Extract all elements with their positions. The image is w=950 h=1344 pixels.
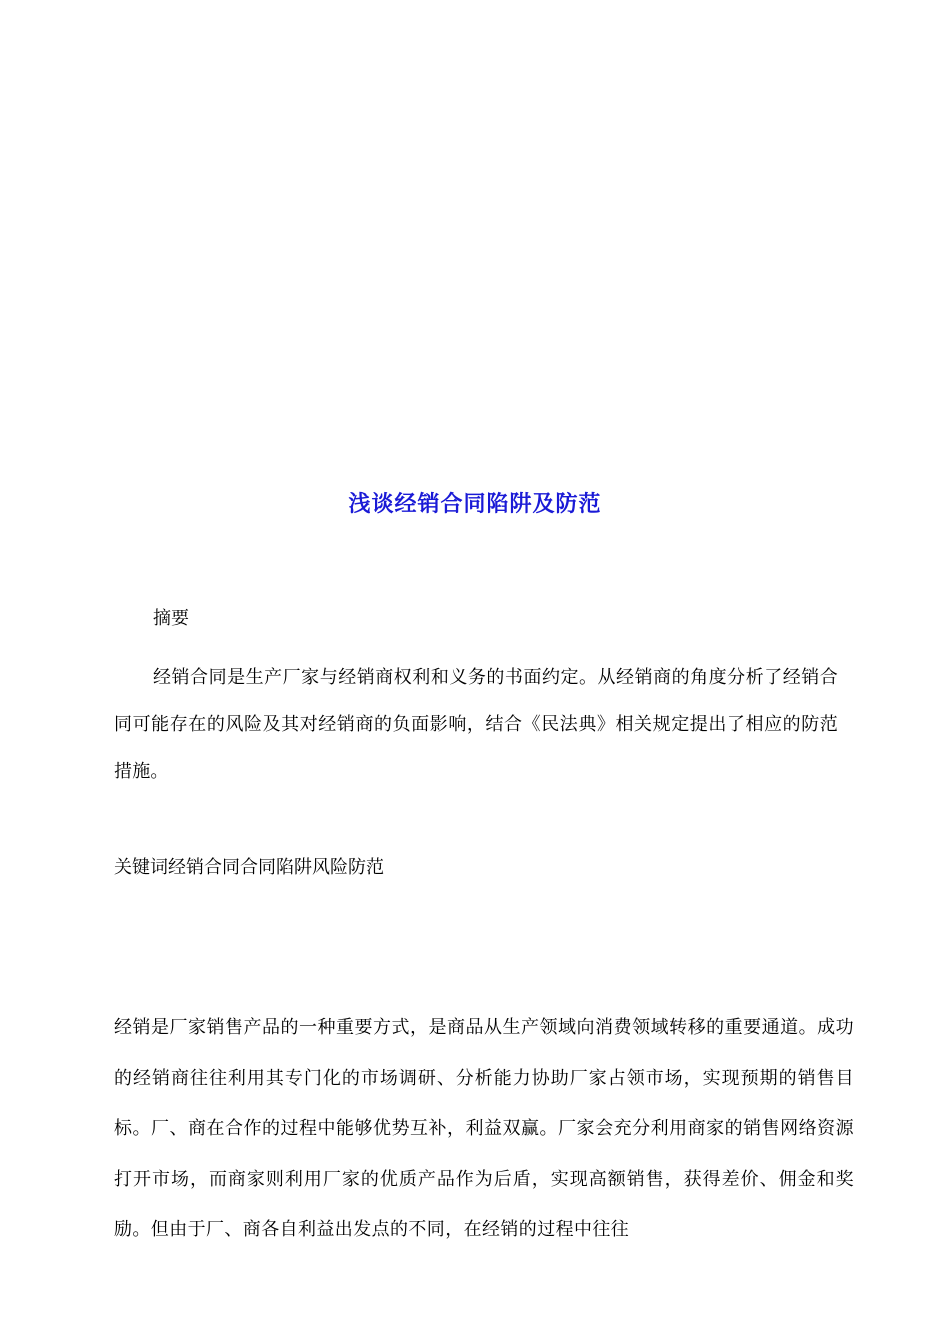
document-title: 浅谈经销合同陷阱及防范 [348,491,602,517]
keywords-line: 关键词经销合同合同陷阱风险防范 [114,857,384,878]
abstract-label: 摘要 [153,608,189,629]
body-paragraph: 经销是厂家销售产品的一种重要方式，是商品从生产领域向消费领域转移的重要通道。成功的经销商往往利用其专门化的市场调研、分析能力协助厂家占领市场，实现预期的销售目标。厂、商在合作的过程中能够优势互补，利益双赢。厂家会充分利用商家的销售网络资源打开市场，而商家则利用厂家的优质产品作为后盾，实现高额销售，获得差价、佣金和奖励。但由于厂、商各自利益出发点的不同，在经销的过程中往往 [114,1017,854,1240]
abstract-text: 经销合同是生产厂家与经销商权利和义务的书面约定。从经销商的角度分析了经销合同可能存在的风险及其对经销商的负面影响，结合《民法典》相关规定提出了相应的防范措施。 [114,667,838,782]
